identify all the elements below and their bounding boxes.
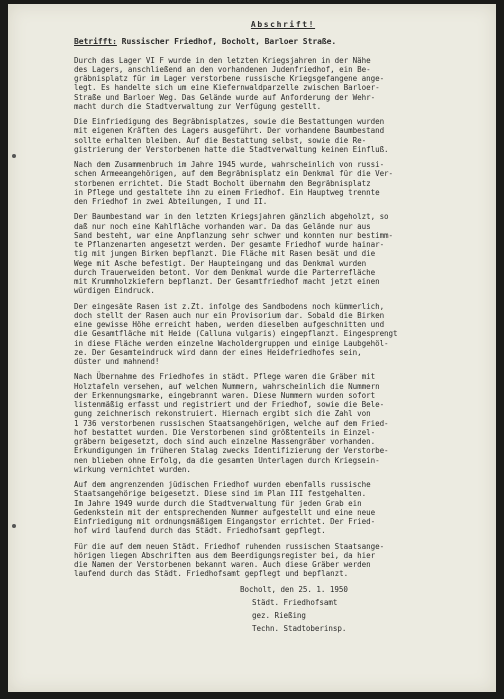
text-line: nen blieben ohne Erfolg, da die gesamten Unterlagen durch Kriegsein- (74, 455, 380, 465)
document-body (74, 14, 492, 638)
paragraph (74, 56, 492, 112)
text-line: Wege mit Asche befestigt. Der Haupteingang und das Denkmal wurden (74, 258, 367, 268)
text-line: Auf dem angrenzenden jüdischen Friedhof wurden ebenfalls russische (74, 480, 371, 489)
text-line: storbenen errichtet. Die Stadt Bocholt übernahm den Begräbnisplatz (74, 178, 371, 188)
text-line: Sand besteht, war eine Anpflanzung sehr schwer und konnten nur bestimm- (74, 230, 394, 240)
text-line: wirkung vernichtet wurden. (74, 464, 191, 474)
text-line: Im Jahre 1949 wurde durch die Stadtverwaltung für jeden Grab ein (74, 498, 362, 508)
text-line: daß nur noch eine Kahlfläche vorhanden war. Da das Gelände nur aus (74, 221, 371, 231)
punch-hole-top (12, 154, 16, 158)
text-line: düster und mahnend! (74, 357, 160, 366)
subject-text: Russischer Friedhof, Bocholt, Barloer Straße. (116, 37, 337, 47)
paragraph (74, 160, 492, 206)
text-line: Die Einfriedigung des Begräbnisplatzes, sowie die Bestattungen wurden (74, 117, 385, 126)
text-line: laufend durch das Städt. Friedhofsamt gepflegt und bepflanzt. (74, 569, 349, 579)
text-line: Für die auf dem neuen Städt. Friedhof ruhenden russischen Staatsange- (74, 541, 385, 551)
text-line: listenmäßig erfasst und registriert und der Friedhof, sowie die Bele- (74, 400, 385, 409)
office-name: Städt. Friedhofsamt (252, 597, 338, 607)
text-line: doch stellt der Rasen auch nur ein Provisorium dar. Sobald die Birken (74, 310, 385, 320)
text-line: hörigen liegen Abschriften aus dem Beerdigungsregister bei, da hier (74, 550, 376, 560)
text-line: gräbnisplatz für im Lager verstorbene russische Kriegsgefangene ange- (74, 74, 385, 83)
text-line: hof wird laufend durch das Städt. Friedhofsamt gepflegt. (74, 526, 326, 536)
paragraph (74, 117, 492, 154)
text-line: der Erkennungsmarke, eingebrannt waren. Diese Nummern wurden sofort (74, 390, 376, 400)
punch-hole-bottom (12, 524, 16, 528)
text-line: gistrierung der Verstorbenen hatte die Stadtverwaltung keinen Einfluß. (74, 144, 389, 154)
text-line: Erkundigungen im früheren Stalag zwecks Identifizierung der Verstorbe- (74, 446, 389, 456)
text-line: in diese Fläche werden einzelne Wacholdergruppen und einige Laubgehöl- (74, 338, 389, 348)
paragraph (74, 542, 492, 579)
text-line: sollte erhalten bleiben. Auf die Bestattung selbst, sowie die Re- (74, 135, 367, 145)
text-line: durch Trauerweiden betont. Vor dem Denkmal wurde die Parterrefläche (74, 267, 376, 277)
paragraph-container (74, 56, 492, 579)
subject-line (74, 37, 492, 46)
text-line: Der eingesäte Rasen ist z.Zt. infolge des Sandbodens noch kümmerlich, (74, 301, 385, 311)
text-line: des Lagers, anschließend an den vorhandenen Judenfriedhof, ein Be- (74, 64, 371, 74)
text-line: Straße und Barloer Weg. Das Gelände wurde auf Anforderung der Wehr- (74, 92, 376, 102)
text-line: eine gewisse Höhe erreicht haben, werden dieselben aufgeschnitten und (74, 320, 385, 329)
place-date: Bocholt, den 25. 1. 1950 (240, 584, 348, 594)
text-line: legt. Es handelte sich um eine Kiefernwaldparzelle zwischen Barloer- (74, 83, 380, 93)
text-line: Staatsangehörige beigesetzt. Diese sind im Plan III festgehalten. (74, 489, 367, 499)
text-line: Nach Übernahme des Friedhofes in städt. Pflege waren die Gräber mit (74, 372, 376, 382)
text-line: gräbern beigesetzt, doch sind auch einzelne Massengräber vorhanden. (74, 437, 376, 446)
text-line: Durch das Lager VI F wurde in den letzten Kriegsjahren in der Nähe (74, 55, 371, 65)
text-line: den Friedhof in zwei Abteilungen, I und II. (74, 197, 268, 206)
text-line: hof bestattet wurden. Die Verstorbenen sind größtenteils in Einzel- (74, 427, 376, 437)
closing-block (74, 585, 492, 634)
text-line: würdigen Eindruck. (74, 286, 155, 296)
text-line: schen Armeeangehörigen, auf dem Begräbnisplatz ein Denkmal für die Ver- (74, 169, 394, 179)
paragraph (74, 480, 492, 536)
paragraph (74, 302, 492, 367)
document-page (8, 4, 496, 692)
text-line: macht durch die Stadtverwaltung zur Verfügung gestellt. (74, 101, 322, 111)
text-line: mit Krummholzkiefern bepflanzt. Der Gesamtfriedhof macht jetzt einen (74, 277, 380, 286)
text-line: mit eigenen Kräften des Lagers ausgeführt. Der vorhandene Baumbestand (74, 126, 385, 136)
subject-label: Betrifft: (74, 37, 117, 47)
paragraph (74, 372, 492, 474)
document-heading: Abschrift! (250, 20, 316, 29)
text-line: in Pflege und gestaltete ihn zu einem Friedhof. Ein Hauptweg trennte (74, 187, 380, 197)
text-line: Holztafeln versehen, auf welchen Nummern, wahrscheinlich die Nummern (74, 381, 380, 391)
text-line: Gedenkstein mit der entsprechenden Nummer aufgestellt und eine neue (74, 507, 376, 517)
paragraph (74, 212, 492, 295)
text-line: Einfriedigung mit ordnungsmäßigem Eingangstor errichtet. Der Fried- (74, 517, 376, 526)
signatory-title: Techn. Stadtoberinsp. (252, 624, 347, 634)
text-line: die Namen der Verstorbenen bekannt waren. Auch diese Gräber werden (74, 560, 371, 569)
text-line: tig mit jungen Birken bepflanzt. Die Fläche mit Rasen besät und die (74, 249, 376, 259)
text-line: Der Baumbestand war in den letzten Kriegsjahren gänzlich abgeholzt, so (74, 212, 389, 222)
text-line: die Gesamtfläche mit Heide (Calluna vulgaris) eingepflanzt. Eingesprengt (74, 329, 398, 339)
text-line: 1 736 verstorbenen russischen Staatsangehörigen, welche auf dem Fried- (74, 418, 389, 428)
text-line: te Pflanzenarten angesetzt werden. Der gesamte Friedhof wurde hainar- (74, 240, 385, 249)
text-line: gung zeichnerisch rekonstruiert. Hiernach ergibt sich die Zahl von (74, 409, 371, 419)
signature-name: gez. Rießing (252, 611, 306, 620)
text-line: ze. Der Gesamteindruck wird dann der eines Heidefriedhofes sein, (74, 347, 362, 357)
text-line: Nach dem Zusammenbruch im Jahre 1945 wurde, wahrscheinlich von russi- (74, 160, 385, 169)
